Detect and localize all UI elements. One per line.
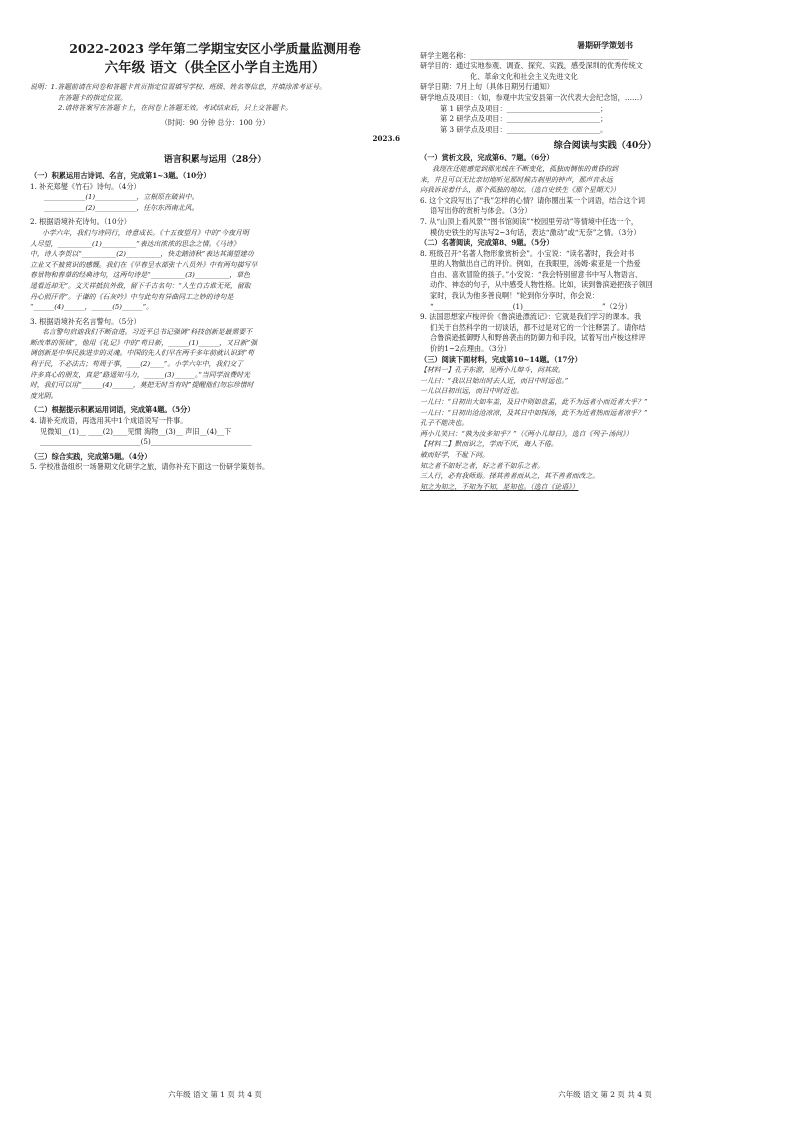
question-2-text: 丹心照汗青”。于谦的《石灰吟》中与此句有异曲同工之妙的诗句是	[30, 292, 234, 301]
part-heading: （二）根据提示积累运用词语，完成第4题。（5分）	[30, 405, 195, 415]
question-7: 模仿史铁生的写法写2~3句话，表达“激动”或“无奈”之情。（3分）	[430, 227, 641, 237]
material-1-text: 两小儿笑曰：“孰为汝多知乎？”（《两小儿辩日》，选自《列子·汤问》）	[420, 429, 633, 438]
question-8-text: 里的人物做出自己的评价。例如，在我眼里，汤姆·索亚是一个热爱	[430, 259, 641, 269]
section-heading-reading: 综合阅读与实践（40分）	[553, 141, 657, 152]
question-8-text: 家时，我认为他多善良啊！”轮到你分享时，你会说：	[430, 291, 599, 301]
exam-page-1	[30, 40, 400, 1100]
question-8-text: 动作、神态的句子，从中感受人物性格。比如，读到鲁滨逊把孩子领回	[430, 280, 653, 290]
material-2-text: 知之为知之，不知为不知，是知也。（选自《论语》）	[420, 482, 579, 491]
question-3-text: 利于民，不必法古；苟周于事，____(2)____”。小学六年中，我们交了	[30, 360, 244, 369]
question-3-text: 调创新是中华民族进步的灵魂。中国的先人们早在两千多年前就认识到“苟	[30, 349, 255, 358]
question-4-words: 见微知__(1)__ ____(2)____见惯 淘物__(3)__ 声旧__(4)__下	[40, 426, 232, 436]
material-2-text: 三人行，必有我师焉。择其善者而从之，其不善者而改之。	[420, 472, 600, 481]
plan-line: 第 3 研学点及项目：__________________________。	[440, 124, 608, 134]
material-2: 【材料二】默而识之，学而不厌，诲人不倦。	[420, 440, 558, 449]
question-9-text: 价的1~2点理由。（3分）	[430, 344, 511, 354]
question-2-text: 遥看近却无”。文天祥抵抗外敌，留下千古名句：“人生自古谁无死，留取	[30, 281, 251, 290]
question-2-text: 小学六年，我们与诗同行，诗意成长。《十五夜望月》中的“今夜月明	[42, 228, 249, 237]
exam-title: 2022-2023 学年第二学期宝安区小学质量监测用卷	[69, 41, 361, 56]
plan-line: 研学地点及项目：（如，参观中共宝安县第一次代表大会纪念馆，……）	[420, 92, 647, 102]
material-1: 【材料一】孔子东游，见两小儿辩斗，问其故。	[420, 366, 565, 375]
question-2-text: 立业又不被赏识的感慨。我们在《早春呈水部张十八员外》中有两句描写早	[30, 260, 258, 269]
question-9: 9. 法国思想家卢梭评价《鲁滨逊漂流记》：它就是我们学习的课本。我	[420, 312, 642, 322]
question-9-text: 合鲁滨逊抵御野人和野兽袭击的防御力和手段，试着写出卢梭这样评	[430, 333, 646, 343]
page-footer: 六年级 语文 第 1 页 共 4 页	[168, 1090, 262, 1099]
question-4-answer-line: ____________________________(5)____________________________	[40, 437, 252, 447]
page-footer: 六年级 语文 第 2 页 共 4 页	[558, 1090, 652, 1099]
material-2-text: 知之者不如好之者，好之者不如乐之者。	[420, 461, 545, 470]
plan-title: 暑期研学策划书	[577, 40, 633, 50]
question-8-answer: “______________________(1)______________________”（2分）	[430, 301, 632, 311]
passage-text: 我现在还能感觉到那光线在不断变化，孤独而惆怅的黄昏的到	[432, 164, 619, 173]
passage-text: 来，并且可以无比亲切地听见那时候古刹里的钟声，那声音永远	[420, 175, 613, 184]
passage-text: 向我诉说着什么，那个孤独的地坛。（选自史铁生《那个星期天》）	[420, 186, 620, 195]
instructions-line-2: 2.请将答案写在答题卡上，在问卷上答题无效。考试结束后，只上交答题卡。	[58, 104, 292, 113]
question-9-text: 们关于自然科学的一切谈话，都不过是对它的一个注释罢了。请你结	[430, 322, 646, 332]
question-3-text: 名言警句启迪我们不断奋进。习近平总书记强调“科技创新是最需要不	[42, 328, 253, 337]
material-1-text: 一儿曰：“日初出沧沧凉凉，及其日中如探汤，此不为近者热而远者凉乎？”	[420, 408, 648, 417]
plan-line: 第 2 研学点及项目：__________________________；	[440, 114, 608, 124]
question-1-line-a: ____________(1)____________，立根原在破岩中。	[44, 193, 199, 202]
question-2-text: “______(4)______，______(5)______”。	[30, 303, 154, 312]
question-2: 2. 根据语境补充诗句。（10分）	[30, 217, 131, 227]
material-1-text: 一儿以日初出远，而日中时近也。	[420, 387, 524, 396]
plan-line: 研学主题名称：____________________________________________	[420, 50, 629, 60]
question-3: 3. 根据语境补充名言警句。（5分）	[30, 316, 141, 326]
material-1-text: 一儿曰：“我以日始出时去人近，而日中时远也。”	[420, 376, 569, 385]
part-heading: （一）赏析文段，完成第6、7题。（6分）	[420, 153, 554, 163]
question-2-text: 人尽望，__________(1)__________”表达出浓浓的思念之情。《马诗》	[30, 239, 240, 248]
plan-line: 研学日期：7月上旬（具体日期另行通知）	[420, 82, 554, 92]
part-heading: （一）积累运用古诗词、名言，完成第1~3题。（10分）	[30, 170, 211, 180]
question-6: 语写出你的赏析与体会。（3分）	[430, 206, 532, 216]
question-1: 1. 补充郑燮《竹石》诗句。（4分）	[30, 181, 141, 191]
exam-subtitle: 六年级 语文（供全区小学自主选用）	[104, 60, 326, 76]
material-1-text: 孔子不能决也。	[420, 419, 469, 428]
question-7: 7. 从“山顶上看风景”“图书馆阅读”“校园里劳动”等情境中任选一个，	[420, 216, 639, 226]
question-8-text: 自由、喜欢冒险的孩子。”小安说：“我会特别留意书中写人物语言、	[430, 269, 643, 279]
material-1-text: 一儿曰：“日初出大如车盖，及日中则如盘盂，此不为远者小而近者大乎？”	[420, 398, 648, 406]
question-2-text: 中，诗人李贺以“__________(2)__________，快走踏清秋”表达其渴望建功	[30, 250, 254, 259]
question-6: 6. 这个文段写出了“我”怎样的心情？请你圈出某一个词语，结合这个词	[420, 195, 645, 205]
question-3-text: 度光阴。	[30, 391, 58, 400]
section-heading-language: 语言积累与运用（28分）	[163, 154, 267, 165]
plan-line: 化、革命文化和社会主义先进文化	[470, 71, 578, 81]
question-3-text: 许多真心的朋友，真是“路遥知马力，______(3)______。”当同学浪费时光	[30, 370, 251, 379]
question-3-text: 时，我们可以用“______(4)______，莫把无时当有时”提醒他们勿忘珍惜时	[30, 381, 254, 390]
material-2-text: 敏而好学，不耻下问。	[420, 450, 489, 459]
part-heading: （三）综合实践，完成第5题。（4分）	[30, 451, 152, 461]
question-2-text: 春景物和春草的经典诗句，这两句诗是“__________(3)__________，草色	[30, 271, 251, 280]
plan-line: 第 1 研学点及项目：__________________________；	[440, 103, 608, 113]
plan-line: 研学目的：通过实地参观、调查、探究、实践，感受深圳的优秀传统文	[420, 61, 643, 71]
exam-time-score: （时间：90 分钟 总分：100 分）	[160, 117, 270, 127]
instructions-line-1b: 在答题卡的指定位置。	[58, 93, 127, 102]
question-8: 8. 班级召开“名著人物形象赏析会”。小宝说：“读名著时，我会对书	[420, 248, 635, 258]
part-heading: （二）名著阅读，完成第8、9题。（5分）	[420, 238, 554, 248]
question-5: 5. 学校准备组织一场暑期文化研学之旅，请你补充下面这一份研学策划书。	[30, 462, 270, 472]
question-1-line-b: ____________(2)____________，任尔东西南北风。	[44, 203, 199, 212]
exam-date: 2023.6	[372, 134, 400, 144]
exam-page-2	[420, 40, 790, 1100]
part-heading: （三）阅读下面材料，完成第10~14题。（17分）	[420, 354, 582, 364]
question-3-text: 断改革的领域”，他用《礼记》中的“苟日新，______(1)______，又日新”强	[30, 338, 258, 347]
question-4: 4. 请补充成语，再选用其中1个成语说写一件事。	[30, 416, 188, 426]
instructions-line-1: 说明：1.答题前请在问卷和答题卡首页指定位置填写学校、班级、姓名等信息，并填涂准考证号。	[30, 83, 326, 91]
